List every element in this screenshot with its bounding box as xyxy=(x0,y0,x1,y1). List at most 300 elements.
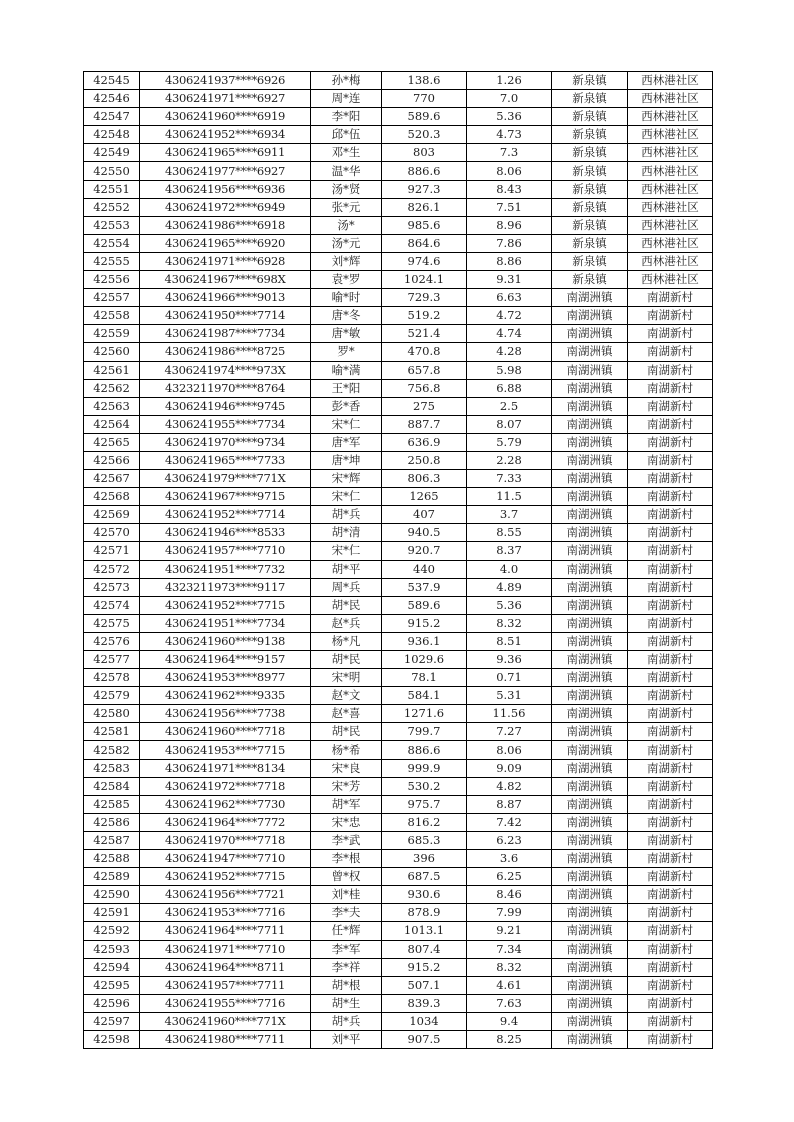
cell-town: 南湖洲镇 xyxy=(552,1012,628,1030)
cell-subsidy: 4.89 xyxy=(467,578,552,596)
table-row xyxy=(84,669,713,687)
cell-amount: 685.3 xyxy=(382,831,467,849)
cell-serial-number: 42589 xyxy=(84,868,140,886)
cell-amount: 816.2 xyxy=(382,813,467,831)
table-row xyxy=(84,687,713,705)
table-row xyxy=(84,831,713,849)
cell-id-number: 4306241964****8711 xyxy=(140,958,311,976)
table-row xyxy=(84,108,713,126)
table-row xyxy=(84,632,713,650)
table-row xyxy=(84,904,713,922)
cell-serial-number: 42553 xyxy=(84,216,140,234)
cell-subsidy: 6.88 xyxy=(467,379,552,397)
cell-serial-number: 42578 xyxy=(84,669,140,687)
table-row xyxy=(84,614,713,632)
cell-id-number: 4306241966****9013 xyxy=(140,289,311,307)
cell-id-number: 4306241974****973X xyxy=(140,361,311,379)
cell-amount: 864.6 xyxy=(382,234,467,252)
cell-subsidy: 8.55 xyxy=(467,524,552,542)
table-row xyxy=(84,850,713,868)
records-table-body xyxy=(84,72,713,1049)
cell-town: 南湖洲镇 xyxy=(552,397,628,415)
cell-name: 喻*满 xyxy=(311,361,382,379)
cell-name: 李*武 xyxy=(311,831,382,849)
cell-village: 南湖新村 xyxy=(628,651,713,669)
cell-amount: 396 xyxy=(382,850,467,868)
cell-subsidy: 4.72 xyxy=(467,307,552,325)
cell-name: 汤*元 xyxy=(311,234,382,252)
cell-village: 南湖新村 xyxy=(628,777,713,795)
cell-id-number: 4306241952****6934 xyxy=(140,126,311,144)
cell-id-number: 4306241952****7715 xyxy=(140,868,311,886)
cell-id-number: 4306241950****7714 xyxy=(140,307,311,325)
cell-serial-number: 42564 xyxy=(84,415,140,433)
cell-serial-number: 42597 xyxy=(84,1012,140,1030)
cell-serial-number: 42584 xyxy=(84,777,140,795)
cell-subsidy: 8.43 xyxy=(467,180,552,198)
table-row xyxy=(84,72,713,90)
cell-name: 杨*希 xyxy=(311,741,382,759)
cell-town: 南湖洲镇 xyxy=(552,813,628,831)
cell-name: 唐*军 xyxy=(311,433,382,451)
cell-serial-number: 42567 xyxy=(84,470,140,488)
cell-subsidy: 5.98 xyxy=(467,361,552,379)
table-row xyxy=(84,198,713,216)
table-row xyxy=(84,325,713,343)
cell-id-number: 4306241957****7711 xyxy=(140,976,311,994)
cell-subsidy: 8.37 xyxy=(467,542,552,560)
cell-village: 南湖新村 xyxy=(628,723,713,741)
cell-subsidy: 4.61 xyxy=(467,976,552,994)
cell-id-number: 4306241971****6927 xyxy=(140,90,311,108)
cell-town: 南湖洲镇 xyxy=(552,470,628,488)
cell-amount: 1034 xyxy=(382,1012,467,1030)
cell-subsidy: 7.3 xyxy=(467,144,552,162)
table-row xyxy=(84,524,713,542)
cell-village: 南湖新村 xyxy=(628,506,713,524)
cell-subsidy: 9.4 xyxy=(467,1012,552,1030)
cell-serial-number: 42591 xyxy=(84,904,140,922)
cell-village: 西林港社区 xyxy=(628,216,713,234)
cell-id-number: 4306241946****8533 xyxy=(140,524,311,542)
cell-serial-number: 42574 xyxy=(84,596,140,614)
cell-town: 南湖洲镇 xyxy=(552,1030,628,1048)
cell-town: 南湖洲镇 xyxy=(552,976,628,994)
cell-serial-number: 42570 xyxy=(84,524,140,542)
cell-serial-number: 42590 xyxy=(84,886,140,904)
cell-id-number: 4306241953****8977 xyxy=(140,669,311,687)
cell-id-number: 4306241937****6926 xyxy=(140,72,311,90)
table-row xyxy=(84,234,713,252)
cell-village: 南湖新村 xyxy=(628,669,713,687)
cell-amount: 886.6 xyxy=(382,162,467,180)
cell-amount: 915.2 xyxy=(382,958,467,976)
cell-name: 任*辉 xyxy=(311,922,382,940)
cell-subsidy: 1.26 xyxy=(467,72,552,90)
cell-id-number: 4306241951****7734 xyxy=(140,614,311,632)
cell-amount: 826.1 xyxy=(382,198,467,216)
cell-amount: 756.8 xyxy=(382,379,467,397)
cell-name: 胡*生 xyxy=(311,994,382,1012)
cell-name: 宋*忠 xyxy=(311,813,382,831)
cell-subsidy: 8.87 xyxy=(467,795,552,813)
cell-name: 唐*冬 xyxy=(311,307,382,325)
cell-amount: 974.6 xyxy=(382,252,467,270)
cell-subsidy: 5.36 xyxy=(467,596,552,614)
table-row xyxy=(84,777,713,795)
cell-id-number: 4306241986****6918 xyxy=(140,216,311,234)
cell-subsidy: 5.36 xyxy=(467,108,552,126)
cell-serial-number: 42561 xyxy=(84,361,140,379)
cell-serial-number: 42582 xyxy=(84,741,140,759)
cell-town: 南湖洲镇 xyxy=(552,723,628,741)
cell-subsidy: 8.51 xyxy=(467,632,552,650)
cell-amount: 985.6 xyxy=(382,216,467,234)
cell-subsidy: 8.07 xyxy=(467,415,552,433)
cell-serial-number: 42559 xyxy=(84,325,140,343)
cell-serial-number: 42556 xyxy=(84,271,140,289)
cell-id-number: 4306241972****7718 xyxy=(140,777,311,795)
cell-serial-number: 42585 xyxy=(84,795,140,813)
cell-subsidy: 4.82 xyxy=(467,777,552,795)
cell-town: 南湖洲镇 xyxy=(552,868,628,886)
cell-town: 南湖洲镇 xyxy=(552,705,628,723)
cell-subsidy: 0.71 xyxy=(467,669,552,687)
cell-serial-number: 42576 xyxy=(84,632,140,650)
cell-town: 南湖洲镇 xyxy=(552,795,628,813)
cell-serial-number: 42558 xyxy=(84,307,140,325)
cell-village: 西林港社区 xyxy=(628,126,713,144)
cell-amount: 275 xyxy=(382,397,467,415)
cell-town: 新泉镇 xyxy=(552,252,628,270)
cell-subsidy: 7.63 xyxy=(467,994,552,1012)
table-row xyxy=(84,361,713,379)
cell-name: 宋*芳 xyxy=(311,777,382,795)
table-row xyxy=(84,397,713,415)
cell-amount: 878.9 xyxy=(382,904,467,922)
cell-amount: 940.5 xyxy=(382,524,467,542)
cell-name: 赵*兵 xyxy=(311,614,382,632)
cell-name: 宋*良 xyxy=(311,759,382,777)
table-row xyxy=(84,271,713,289)
cell-amount: 250.8 xyxy=(382,451,467,469)
cell-serial-number: 42554 xyxy=(84,234,140,252)
table-row xyxy=(84,958,713,976)
cell-village: 南湖新村 xyxy=(628,940,713,958)
cell-name: 胡*军 xyxy=(311,795,382,813)
cell-amount: 1024.1 xyxy=(382,271,467,289)
cell-serial-number: 42572 xyxy=(84,560,140,578)
table-row xyxy=(84,994,713,1012)
cell-subsidy: 5.79 xyxy=(467,433,552,451)
table-row xyxy=(84,922,713,940)
cell-subsidy: 11.5 xyxy=(467,488,552,506)
cell-serial-number: 42555 xyxy=(84,252,140,270)
table-row xyxy=(84,506,713,524)
cell-id-number: 4306241952****7714 xyxy=(140,506,311,524)
cell-village: 西林港社区 xyxy=(628,144,713,162)
cell-village: 西林港社区 xyxy=(628,271,713,289)
cell-serial-number: 42568 xyxy=(84,488,140,506)
cell-amount: 915.2 xyxy=(382,614,467,632)
cell-id-number: 4306241960****9138 xyxy=(140,632,311,650)
cell-subsidy: 7.0 xyxy=(467,90,552,108)
cell-village: 南湖新村 xyxy=(628,596,713,614)
cell-village: 南湖新村 xyxy=(628,397,713,415)
cell-village: 南湖新村 xyxy=(628,922,713,940)
cell-subsidy: 6.23 xyxy=(467,831,552,849)
cell-id-number: 4306241967****698X xyxy=(140,271,311,289)
table-row xyxy=(84,126,713,144)
cell-town: 南湖洲镇 xyxy=(552,687,628,705)
cell-village: 南湖新村 xyxy=(628,542,713,560)
cell-town: 南湖洲镇 xyxy=(552,651,628,669)
cell-name: 周*兵 xyxy=(311,578,382,596)
cell-amount: 907.5 xyxy=(382,1030,467,1048)
table-row xyxy=(84,451,713,469)
cell-town: 南湖洲镇 xyxy=(552,850,628,868)
cell-amount: 636.9 xyxy=(382,433,467,451)
cell-serial-number: 42546 xyxy=(84,90,140,108)
cell-amount: 920.7 xyxy=(382,542,467,560)
cell-subsidy: 6.25 xyxy=(467,868,552,886)
cell-town: 南湖洲镇 xyxy=(552,506,628,524)
cell-id-number: 4306241965****6920 xyxy=(140,234,311,252)
cell-town: 南湖洲镇 xyxy=(552,669,628,687)
cell-town: 南湖洲镇 xyxy=(552,361,628,379)
cell-id-number: 4306241964****9157 xyxy=(140,651,311,669)
cell-amount: 530.2 xyxy=(382,777,467,795)
cell-subsidy: 4.73 xyxy=(467,126,552,144)
cell-name: 邱*伍 xyxy=(311,126,382,144)
cell-town: 南湖洲镇 xyxy=(552,632,628,650)
cell-village: 南湖新村 xyxy=(628,831,713,849)
cell-serial-number: 42581 xyxy=(84,723,140,741)
cell-amount: 930.6 xyxy=(382,886,467,904)
records-table xyxy=(83,71,713,1049)
cell-subsidy: 9.09 xyxy=(467,759,552,777)
table-row xyxy=(84,560,713,578)
cell-village: 南湖新村 xyxy=(628,614,713,632)
cell-amount: 520.3 xyxy=(382,126,467,144)
table-row xyxy=(84,488,713,506)
cell-subsidy: 7.42 xyxy=(467,813,552,831)
cell-id-number: 4306241960****771X xyxy=(140,1012,311,1030)
cell-serial-number: 42575 xyxy=(84,614,140,632)
cell-subsidy: 8.32 xyxy=(467,958,552,976)
table-row xyxy=(84,886,713,904)
cell-town: 新泉镇 xyxy=(552,198,628,216)
cell-id-number: 4306241960****7718 xyxy=(140,723,311,741)
cell-serial-number: 42560 xyxy=(84,343,140,361)
cell-serial-number: 42549 xyxy=(84,144,140,162)
cell-name: 刘*平 xyxy=(311,1030,382,1048)
cell-id-number: 4306241957****7710 xyxy=(140,542,311,560)
cell-id-number: 4306241962****7730 xyxy=(140,795,311,813)
cell-subsidy: 11.56 xyxy=(467,705,552,723)
cell-town: 南湖洲镇 xyxy=(552,596,628,614)
cell-id-number: 4306241965****7733 xyxy=(140,451,311,469)
cell-subsidy: 8.96 xyxy=(467,216,552,234)
cell-subsidy: 8.25 xyxy=(467,1030,552,1048)
cell-town: 南湖洲镇 xyxy=(552,922,628,940)
cell-town: 南湖洲镇 xyxy=(552,488,628,506)
table-row xyxy=(84,343,713,361)
cell-amount: 519.2 xyxy=(382,307,467,325)
table-row xyxy=(84,90,713,108)
table-row xyxy=(84,705,713,723)
cell-subsidy: 9.21 xyxy=(467,922,552,940)
cell-town: 新泉镇 xyxy=(552,144,628,162)
cell-village: 南湖新村 xyxy=(628,488,713,506)
cell-serial-number: 42587 xyxy=(84,831,140,849)
table-row xyxy=(84,578,713,596)
cell-subsidy: 7.99 xyxy=(467,904,552,922)
cell-amount: 806.3 xyxy=(382,470,467,488)
cell-id-number: 4306241971****7710 xyxy=(140,940,311,958)
cell-name: 罗* xyxy=(311,343,382,361)
cell-name: 胡*清 xyxy=(311,524,382,542)
cell-subsidy: 7.27 xyxy=(467,723,552,741)
cell-serial-number: 42569 xyxy=(84,506,140,524)
cell-name: 宋*仁 xyxy=(311,542,382,560)
cell-town: 南湖洲镇 xyxy=(552,777,628,795)
cell-name: 张*元 xyxy=(311,198,382,216)
cell-serial-number: 42571 xyxy=(84,542,140,560)
cell-subsidy: 4.0 xyxy=(467,560,552,578)
cell-village: 南湖新村 xyxy=(628,850,713,868)
cell-amount: 589.6 xyxy=(382,108,467,126)
cell-id-number: 4306241951****7732 xyxy=(140,560,311,578)
table-row xyxy=(84,1030,713,1048)
cell-serial-number: 42547 xyxy=(84,108,140,126)
cell-village: 西林港社区 xyxy=(628,198,713,216)
cell-subsidy: 7.33 xyxy=(467,470,552,488)
cell-name: 胡*民 xyxy=(311,651,382,669)
cell-id-number: 4306241970****7718 xyxy=(140,831,311,849)
cell-amount: 138.6 xyxy=(382,72,467,90)
cell-amount: 440 xyxy=(382,560,467,578)
cell-name: 赵*喜 xyxy=(311,705,382,723)
cell-town: 新泉镇 xyxy=(552,162,628,180)
cell-village: 南湖新村 xyxy=(628,1030,713,1048)
cell-amount: 886.6 xyxy=(382,741,467,759)
cell-id-number: 4306241965****6911 xyxy=(140,144,311,162)
table-row xyxy=(84,433,713,451)
cell-subsidy: 7.51 xyxy=(467,198,552,216)
cell-name: 胡*兵 xyxy=(311,1012,382,1030)
cell-name: 李*根 xyxy=(311,850,382,868)
cell-town: 南湖洲镇 xyxy=(552,343,628,361)
cell-amount: 770 xyxy=(382,90,467,108)
cell-town: 新泉镇 xyxy=(552,271,628,289)
cell-village: 西林港社区 xyxy=(628,180,713,198)
table-row xyxy=(84,216,713,234)
cell-name: 胡*兵 xyxy=(311,506,382,524)
table-row xyxy=(84,1012,713,1030)
cell-id-number: 4306241953****7715 xyxy=(140,741,311,759)
cell-name: 汤*贤 xyxy=(311,180,382,198)
table-row xyxy=(84,976,713,994)
cell-subsidy: 8.06 xyxy=(467,741,552,759)
cell-village: 南湖新村 xyxy=(628,994,713,1012)
cell-town: 新泉镇 xyxy=(552,216,628,234)
table-row xyxy=(84,723,713,741)
cell-serial-number: 42577 xyxy=(84,651,140,669)
cell-village: 南湖新村 xyxy=(628,415,713,433)
cell-village: 南湖新村 xyxy=(628,451,713,469)
cell-id-number: 4306241955****7716 xyxy=(140,994,311,1012)
cell-id-number: 4306241955****7734 xyxy=(140,415,311,433)
cell-id-number: 4306241952****7715 xyxy=(140,596,311,614)
cell-amount: 999.9 xyxy=(382,759,467,777)
cell-amount: 1029.6 xyxy=(382,651,467,669)
cell-village: 西林港社区 xyxy=(628,234,713,252)
cell-village: 南湖新村 xyxy=(628,795,713,813)
cell-amount: 887.7 xyxy=(382,415,467,433)
cell-subsidy: 2.5 xyxy=(467,397,552,415)
cell-village: 西林港社区 xyxy=(628,252,713,270)
cell-name: 曾*权 xyxy=(311,868,382,886)
table-row xyxy=(84,759,713,777)
cell-name: 喻*时 xyxy=(311,289,382,307)
table-row xyxy=(84,470,713,488)
cell-id-number: 4306241956****6936 xyxy=(140,180,311,198)
cell-village: 西林港社区 xyxy=(628,90,713,108)
cell-village: 南湖新村 xyxy=(628,361,713,379)
cell-id-number: 4306241946****9745 xyxy=(140,397,311,415)
cell-name: 李*祥 xyxy=(311,958,382,976)
cell-amount: 1013.1 xyxy=(382,922,467,940)
cell-town: 南湖洲镇 xyxy=(552,940,628,958)
cell-amount: 657.8 xyxy=(382,361,467,379)
cell-town: 新泉镇 xyxy=(552,234,628,252)
cell-village: 南湖新村 xyxy=(628,1012,713,1030)
cell-town: 南湖洲镇 xyxy=(552,307,628,325)
cell-town: 南湖洲镇 xyxy=(552,831,628,849)
cell-name: 宋*明 xyxy=(311,669,382,687)
table-row xyxy=(84,162,713,180)
cell-subsidy: 8.46 xyxy=(467,886,552,904)
table-row xyxy=(84,252,713,270)
cell-id-number: 4306241956****7738 xyxy=(140,705,311,723)
cell-town: 南湖洲镇 xyxy=(552,994,628,1012)
cell-id-number: 4323211973****9117 xyxy=(140,578,311,596)
cell-id-number: 4306241980****7711 xyxy=(140,1030,311,1048)
cell-amount: 1265 xyxy=(382,488,467,506)
table-row xyxy=(84,415,713,433)
cell-town: 新泉镇 xyxy=(552,90,628,108)
cell-village: 西林港社区 xyxy=(628,72,713,90)
table-row xyxy=(84,596,713,614)
cell-serial-number: 42579 xyxy=(84,687,140,705)
cell-id-number: 4306241986****8725 xyxy=(140,343,311,361)
cell-village: 南湖新村 xyxy=(628,632,713,650)
cell-name: 温*华 xyxy=(311,162,382,180)
cell-town: 南湖洲镇 xyxy=(552,524,628,542)
cell-serial-number: 42563 xyxy=(84,397,140,415)
cell-serial-number: 42557 xyxy=(84,289,140,307)
table-row xyxy=(84,379,713,397)
cell-name: 李*阳 xyxy=(311,108,382,126)
cell-name: 唐*坤 xyxy=(311,451,382,469)
cell-subsidy: 6.63 xyxy=(467,289,552,307)
cell-subsidy: 4.74 xyxy=(467,325,552,343)
table-row xyxy=(84,542,713,560)
cell-id-number: 4306241960****6919 xyxy=(140,108,311,126)
cell-serial-number: 42583 xyxy=(84,759,140,777)
cell-amount: 975.7 xyxy=(382,795,467,813)
